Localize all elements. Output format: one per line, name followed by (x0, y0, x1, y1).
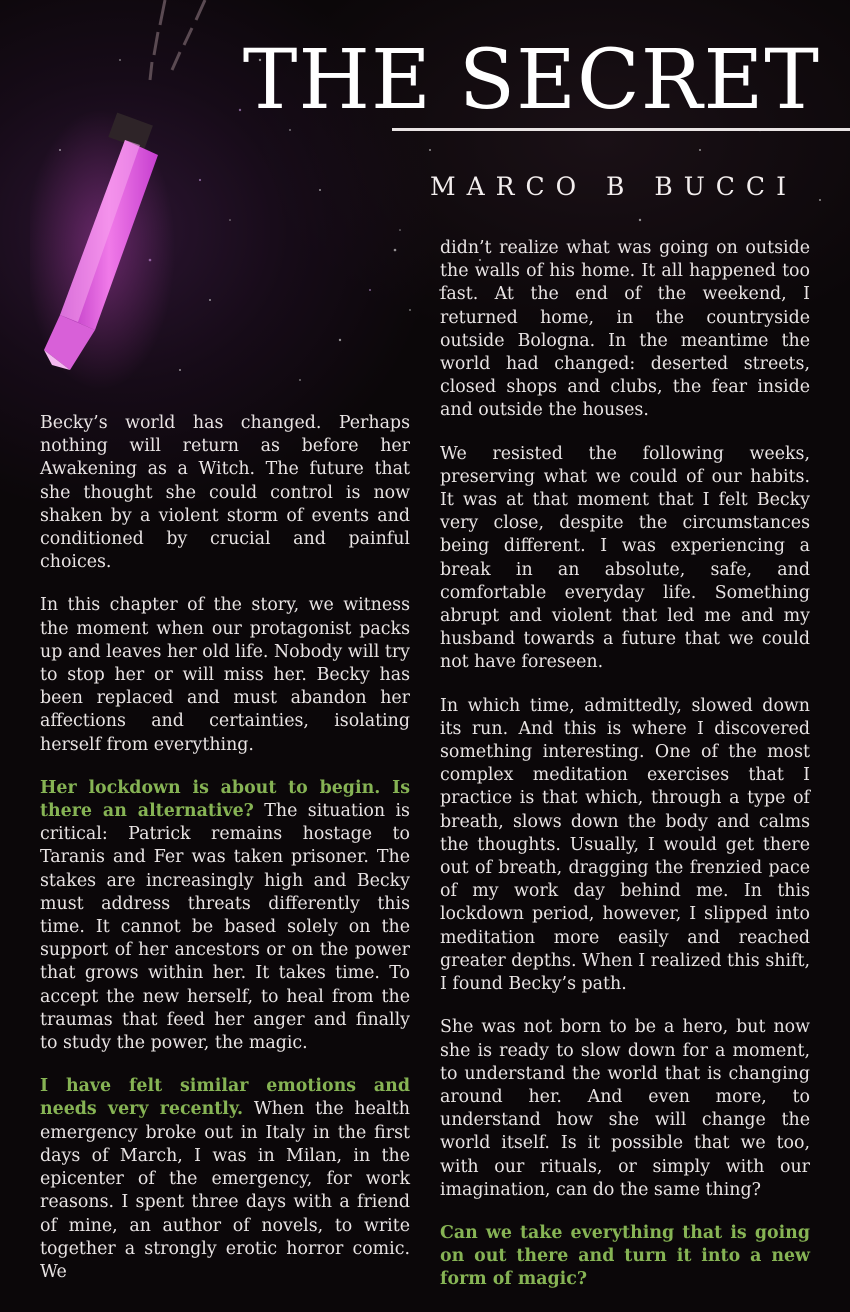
title-divider (392, 128, 850, 131)
paragraph: We resisted the following weeks, preserving what we could of our habits. It was at that moment that I felt Becky very close, despite the circumstances being different. I was experiencing a break in an absolute, safe, and comfortable everyday life. Something abrupt and violent that led me and my husband towards a future that we could not have foreseen. (440, 443, 810, 673)
paragraph: She was not born to be a hero, but now she is ready to slow down for a moment, to understand the world that is changing around her. And even more, to understand how she will change the world itself. Is it possible that we too, with our rituals, or simply with our imagination, can do the same thing? (440, 1017, 810, 1200)
paragraph: In which time, admittedly, slowed down its run. And this is where I discovered something interesting. One of the most complex meditation exercises that I practice is that which, through a type of breath, slows down the body and calms the thoughts. Usually, I would get there out of breath, dragging the frenzied pace of my work day behind me. In this lockdown period, however, I slipped into meditation more easily and reached greater depths. When I realized this shift, I found Becky’s path. (440, 695, 810, 995)
paragraph: didn’t realize what was going on outside the walls of his home. It all happened too fast. At the end of the weekend, I returned home, in the countryside outside Bologna. In the meantime the world had changed: deserted streets, closed shops and clubs, the fear inside and outside the houses. (440, 238, 810, 421)
highlight-text: Can we take everything that is going on out there and turn it into a new form of magic? (440, 1222, 810, 1290)
paragraph: Her lockdown is about to begin. Is there an alternative? The situation is critical: Patrick remains hostage to Taranis and Fer was taken prisoner. The stakes are increasingly high and Becky must address threats differently this time. It cannot be based solely on the support of her ancestors or on the power that grows within her. It takes time. To accept the new herself, to heal from the traumas that feed her anger and finally to study the power, the magic. (40, 777, 410, 1054)
paragraph: Becky’s world has changed. Perhaps nothing will return as before her Awakening as a Witch. The future that she thought she could control is now shaken by a violent storm of events and conditioned by crucial and painful choices. (40, 413, 410, 573)
highlight-text: Her lockdown is about to begin. Is there an alternative? (40, 777, 410, 822)
highlight-text: I have felt similar emotions and needs very recently. (40, 1076, 410, 1120)
right-column (440, 237, 810, 1312)
paragraph: I have felt similar emotions and needs very recently. When the health emergency broke out in Italy in the first days of March, I was in Milan, in the epicenter of the emergency, for work reasons. I spent three days with a friend of mine, an author of novels, to write together a strongly erotic horror comic. We (40, 1076, 410, 1282)
left-column (40, 412, 410, 1304)
paragraph: In this chapter of the story, we witness the moment when our protagonist packs up and leaves her old life. Nobody will try to stop her or will miss her. Becky has been replaced and must abandon her affections and certainties, isolating herself from everything. (40, 595, 410, 755)
paragraph (440, 1222, 810, 1292)
page-title: THE SECRET (242, 33, 820, 128)
pink-crystal-pendant-icon (30, 100, 180, 390)
author-name: MARCO B BUCCI (430, 172, 797, 201)
